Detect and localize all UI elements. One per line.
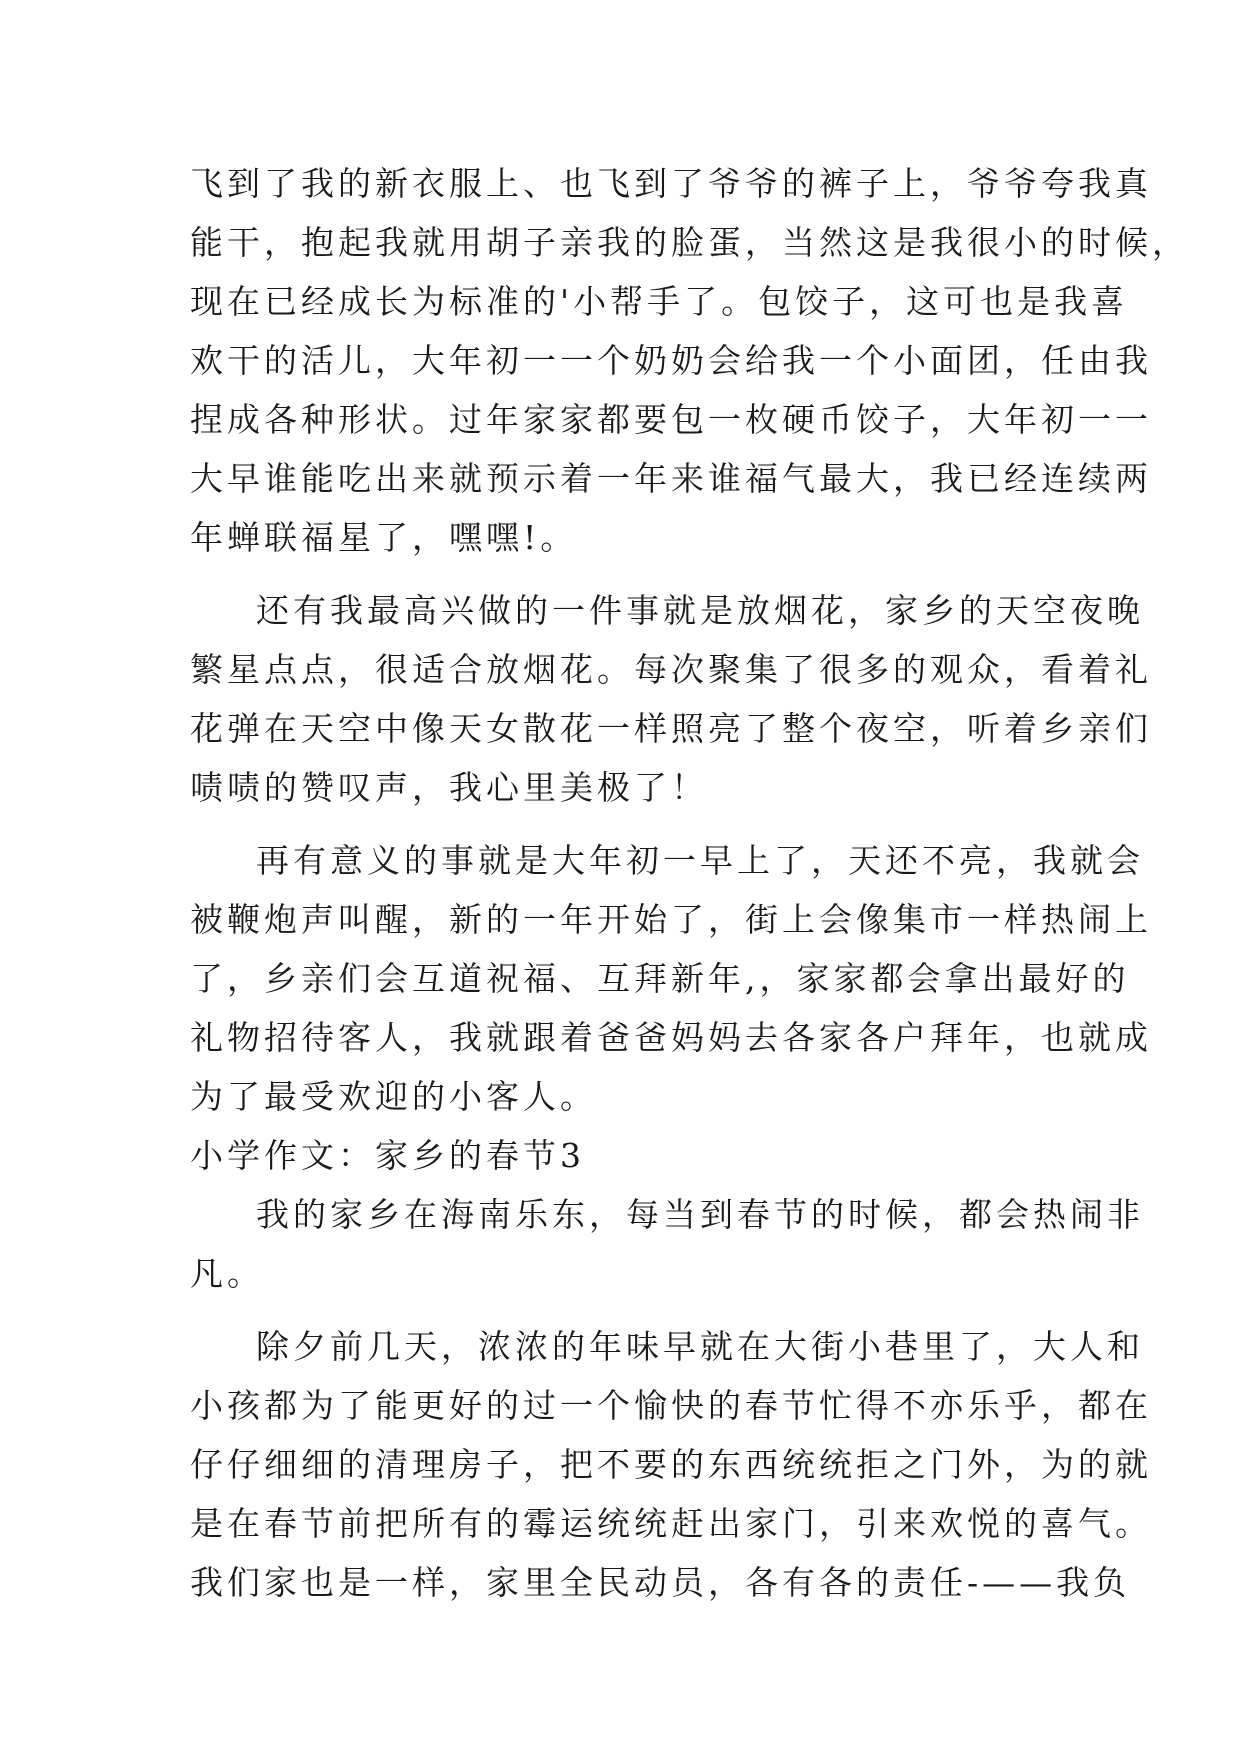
text-line: 欢干的活儿，大年初一一个奶奶会给我一个小面团，任由我	[190, 341, 1152, 380]
text-line: 小孩都为了能更好的过一个愉快的春节忙得不亦乐乎，都在	[190, 1386, 1152, 1425]
text-line: 花弹在天空中像天女散花一样照亮了整个夜空，听着乡亲们	[190, 709, 1152, 748]
text-line: 我的家乡在海南乐东，每当到春节的时候，都会热闹非	[256, 1195, 1144, 1234]
paragraph-5	[190, 1317, 1152, 1612]
section-heading	[190, 1126, 1060, 1185]
text-line: 凡。	[190, 1254, 264, 1293]
text-line: 大早谁能吃出来就预示着一年来谁福气最大，我已经连续两	[190, 459, 1152, 498]
paragraph-3	[190, 831, 1152, 1126]
paragraph-1	[190, 154, 1189, 567]
document-body	[190, 154, 1189, 1612]
text-line: 能干，抱起我就用胡子亲我的脸蛋，当然这是我很小的时候，	[190, 223, 1189, 262]
text-line: 再有意义的事就是大年初一早上了，天还不亮，我就会	[256, 841, 1144, 880]
text-line: 被鞭炮声叫醒，新的一年开始了，街上会像集市一样热闹上	[190, 900, 1152, 939]
text-line: 仔仔细细的清理房子，把不要的东西统统拒之门外，为的就	[190, 1445, 1152, 1484]
text-line: 是在春节前把所有的霉运统统赶出家门，引来欢悦的喜气。	[190, 1504, 1152, 1543]
text-line: 除夕前几天，浓浓的年味早就在大街小巷里了，大人和	[256, 1327, 1144, 1366]
text-line: 啧啧的赞叹声，我心里美极了！	[190, 768, 708, 807]
text-line: 年蝉联福星了，嘿嘿!。	[190, 518, 578, 557]
paragraph-4	[190, 1185, 1144, 1303]
text-line: 繁星点点，很适合放烟花。每次聚集了很多的观众，看着礼	[190, 650, 1152, 689]
heading-text: 小学作文：家乡的春节3	[190, 1136, 585, 1175]
text-line: 为了最受欢迎的小客人。	[190, 1077, 597, 1116]
text-line: 捏成各种形状。过年家家都要包一枚硬币饺子，大年初一一	[190, 400, 1152, 439]
text-line: 礼物招待客人，我就跟着爸爸妈妈去各家各户拜年，也就成	[190, 1018, 1152, 1057]
text-line: 我们家也是一样，家里全民动员，各有各的责任-——我负	[190, 1563, 1131, 1602]
text-line: 飞到了我的新衣服上、也飞到了爷爷的裤子上，爷爷夸我真	[190, 164, 1152, 203]
text-line: 还有我最高兴做的一件事就是放烟花，家乡的天空夜晚	[256, 591, 1144, 630]
paragraph-2	[190, 581, 1152, 817]
text-line: 了，乡亲们会互道祝福、互拜新年,，家家都会拿出最好的	[190, 959, 1130, 998]
text-line: 现在已经成长为标准的'小帮手了。包饺子，这可也是我喜	[190, 282, 1129, 321]
